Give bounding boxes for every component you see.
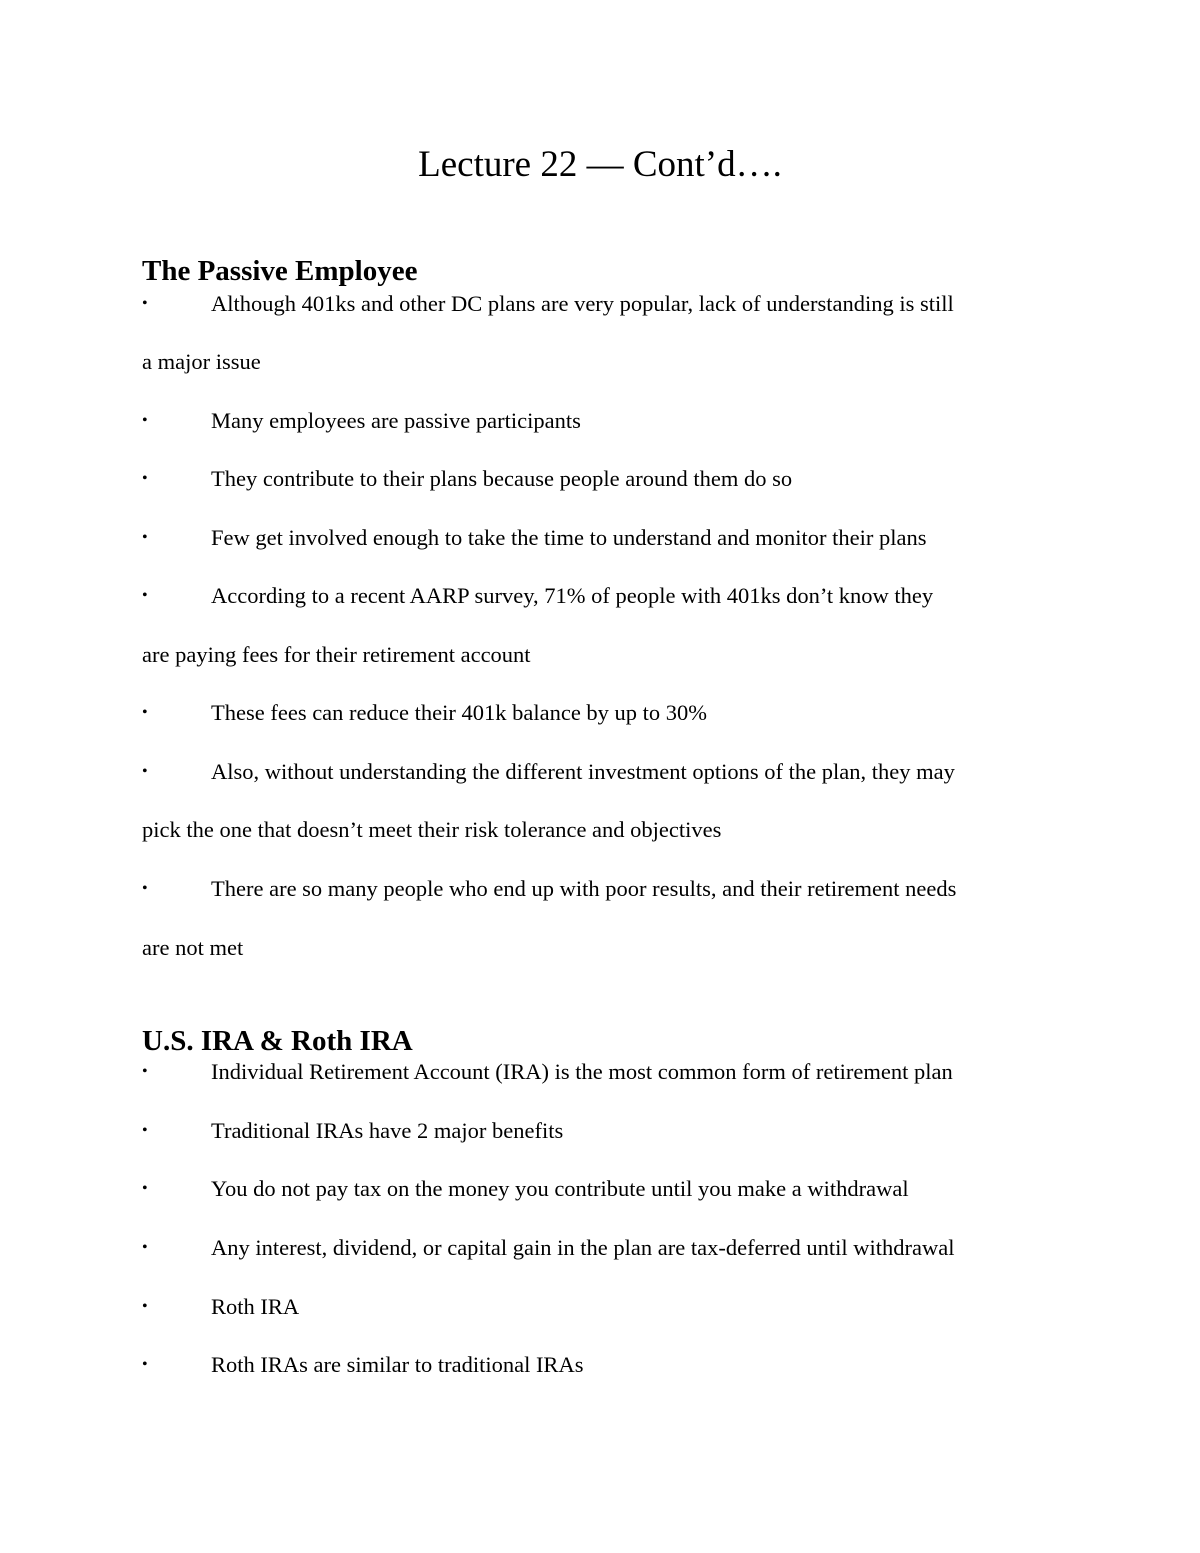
- list-item-text: Traditional IRAs have 2 major benefits: [211, 1118, 564, 1143]
- list-item-text: According to a recent AARP survey, 71% of people with 401ks don’t know they: [211, 583, 934, 608]
- list-item: [142, 1055, 1142, 1089]
- list-item-text: Roth IRAs are similar to traditional IRAs: [211, 1352, 584, 1377]
- bullet: •: [142, 704, 148, 721]
- list-item-text: Roth IRA: [211, 1294, 300, 1319]
- bullet: •: [142, 470, 148, 487]
- list-item: [142, 755, 1142, 789]
- list-item: [142, 287, 1142, 321]
- list-item: [142, 521, 1142, 555]
- list-item: [142, 1348, 1142, 1382]
- list-item: [142, 696, 1142, 730]
- list-item-continuation: are not met: [142, 935, 244, 960]
- bullet: •: [142, 880, 148, 897]
- list-item: [142, 872, 1142, 906]
- bullet: •: [142, 1298, 148, 1315]
- list-item-text: There are so many people who end up with poor results, and their retirement needs: [211, 876, 957, 901]
- list-item-text: Individual Retirement Account (IRA) is the most common form of retirement plan: [211, 1059, 953, 1084]
- section-heading-passive-employee: The Passive Employee: [142, 255, 418, 287]
- list-item-text: Many employees are passive participants: [211, 408, 581, 433]
- bullet: •: [142, 1239, 148, 1256]
- list-item-text: Also, without understanding the different investment options of the plan, they may: [211, 759, 955, 784]
- bullet: •: [142, 763, 148, 780]
- list-item-text: These fees can reduce their 401k balance by up to 30%: [211, 700, 708, 725]
- bullet: •: [142, 1356, 148, 1373]
- bullet: •: [142, 295, 148, 312]
- list-item: [142, 404, 1142, 438]
- list-item: [142, 1231, 1142, 1265]
- bullet: •: [142, 1122, 148, 1139]
- list-item-text: Few get involved enough to take the time to understand and monitor their plans: [211, 525, 927, 550]
- list-item-continuation: a major issue: [142, 349, 261, 374]
- list-item-text: Any interest, dividend, or capital gain in the plan are tax-deferred until withdrawal: [211, 1235, 955, 1260]
- bullet: •: [142, 529, 148, 546]
- bullet: •: [142, 1180, 148, 1197]
- bullet: •: [142, 587, 148, 604]
- list-item-text: Although 401ks and other DC plans are very popular, lack of understanding is still: [211, 291, 954, 316]
- section-heading-ira-roth-ira: U.S. IRA & Roth IRA: [142, 1025, 413, 1057]
- list-item: [142, 462, 1142, 496]
- bullet: •: [142, 1063, 148, 1080]
- list-item-text: They contribute to their plans because people around them do so: [211, 466, 793, 491]
- list-item: [142, 1172, 1142, 1206]
- list-item: [142, 1114, 1142, 1148]
- list-item-continuation: are paying fees for their retirement account: [142, 642, 531, 667]
- list-item-text: You do not pay tax on the money you contribute until you make a withdrawal: [211, 1176, 909, 1201]
- bullet: •: [142, 412, 148, 429]
- list-item-continuation: pick the one that doesn’t meet their risk tolerance and objectives: [142, 817, 722, 842]
- page-title: Lecture 22 — Cont’d….: [418, 144, 782, 185]
- list-item: [142, 579, 1142, 613]
- list-item: [142, 1290, 1142, 1324]
